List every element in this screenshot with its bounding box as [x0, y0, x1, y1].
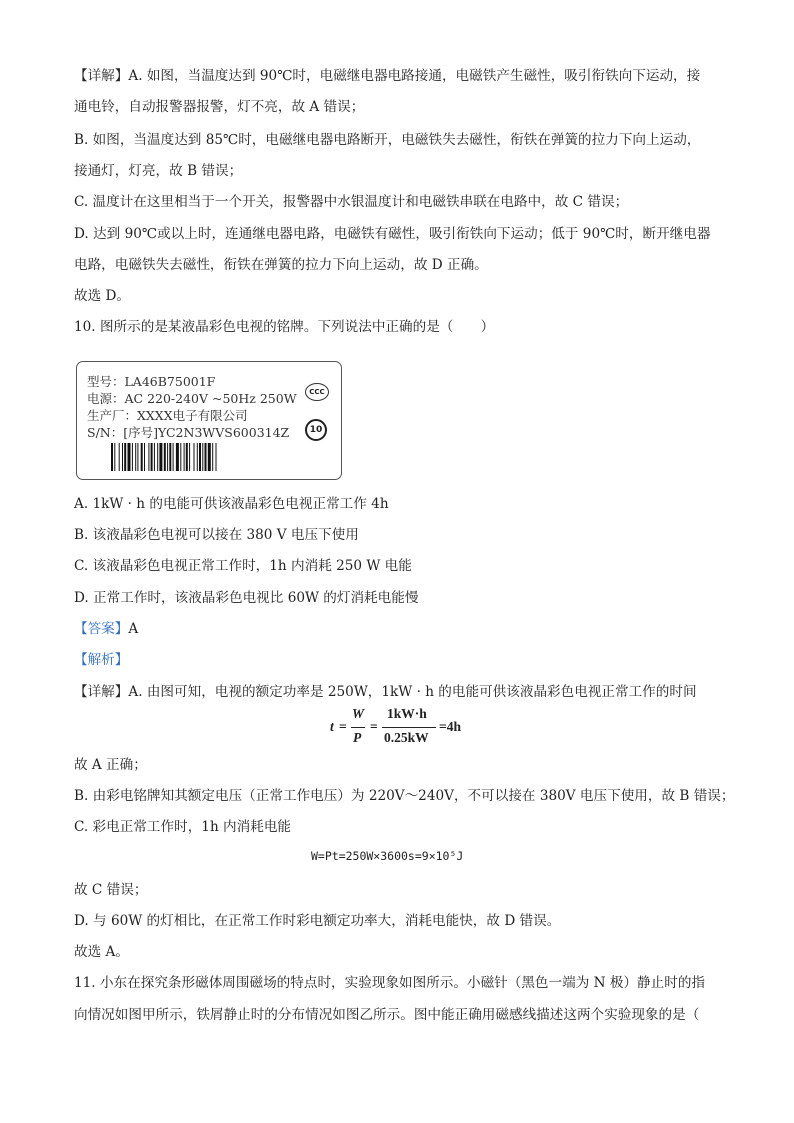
- ccc-certification-icon: CCC: [305, 383, 329, 401]
- nameplate-serial: S/N：[序号]YC2N3WVS600314Z: [87, 425, 290, 440]
- formula-w: W: [352, 706, 365, 721]
- analysis-label: 【解析】: [74, 652, 129, 668]
- answer-label: 【答案】: [74, 621, 129, 637]
- nameplate-model: 型号：LA46B75001F: [87, 374, 216, 389]
- detail-a-line: 【详解】A. 由图可知，电视的额定功率是 250W，1kW · h 的电能可供该液晶彩色电视正常工作的时间: [74, 684, 697, 700]
- fraction-bar: [351, 727, 365, 728]
- option-d: D. 正常工作时，该液晶彩色电视比 60W 的灯消耗电能慢: [74, 590, 419, 606]
- barcode-icon: [111, 443, 299, 471]
- final-answer-line: 故选 A。: [74, 944, 129, 960]
- nameplate-maker: 生产厂：XXXX电子有限公司: [87, 408, 248, 423]
- formula-t: t: [330, 719, 334, 734]
- formula-result: =4h: [439, 719, 461, 734]
- detail-d-line: D. 与 60W 的灯相比，在正常工作时彩电额定功率大，消耗电能快，故 D 错误。: [74, 913, 561, 929]
- environmental-rating-icon: 10: [305, 419, 327, 441]
- text-line: 故选 D。: [74, 288, 131, 304]
- formula-eq: =: [339, 719, 347, 734]
- question-11-stem-line2: 向情况如图甲所示，铁屑静止时的分布情况如图乙所示。图中能正确用磁感线描述这两个实验现象的是（: [74, 1007, 700, 1023]
- text-line: D. 达到 90℃或以上时，连通继电器电路，电磁铁有磁性，吸引衔铁向下运动；低于 90℃时，断开继电器: [74, 226, 711, 242]
- formula-eq: =: [370, 719, 378, 734]
- formula-den: 0.25kW: [384, 730, 429, 745]
- detail-b-line: B. 由彩电铭牌知其额定电压（正常工作电压）为 220V～240V，不可以接在 380V 电压下使用，故 B 错误；: [74, 788, 735, 804]
- answer-value: A: [128, 621, 139, 637]
- option-a: A. 1kW · h 的电能可供该液晶彩色电视正常工作 4h: [74, 496, 389, 512]
- option-c: C. 该液晶彩色电视正常工作时，1h 内消耗 250 W 电能: [74, 558, 412, 574]
- nameplate-power: 电源：AC 220-240V ~50Hz 250W: [87, 391, 297, 406]
- formula-p: P: [353, 730, 362, 745]
- fraction-bar: [382, 727, 436, 728]
- text-line: 接通灯，灯亮，故 B 错误；: [74, 163, 243, 179]
- detail-c-line: C. 彩电正常工作时，1h 内消耗电能: [74, 819, 292, 835]
- text-line: 【详解】A. 如图，当温度达到 90℃时，电磁继电器电路接通，电磁铁产生磁性，吸引衔铁向下运动，接: [74, 68, 701, 84]
- question-11-stem-line1: 11. 小东在探究条形磁体周围磁场的特点时，实验现象如图所示。小磁针（黑色一端为 N 极）静止时的指: [74, 975, 706, 991]
- answer-line: [74, 619, 138, 639]
- detail-a-conclusion: 故 A 正确；: [74, 757, 147, 773]
- formula-num: 1kW·h: [387, 706, 427, 721]
- energy-equation: W=Pt=250W×3600s=9×10⁵J: [311, 849, 464, 863]
- detail-c-conclusion: 故 C 错误；: [74, 882, 148, 898]
- option-b: B. 该液晶彩色电视可以接在 380 V 电压下使用: [74, 527, 359, 543]
- tv-nameplate-image: [76, 361, 342, 480]
- text-line: 电路，电磁铁失去磁性，衔铁在弹簧的拉力下向上运动，故 D 正确。: [74, 257, 488, 273]
- power-time-formula: [330, 706, 470, 750]
- text-line: B. 如图，当温度达到 85℃时，电磁继电器电路断开，电磁铁失去磁性，衔铁在弹簧的拉力下向上运动，: [74, 132, 701, 148]
- text-line: C. 温度计在这里相当于一个开关，报警器中水银温度计和电磁铁串联在电路中，故 C 错误；: [74, 194, 629, 210]
- question-10-stem: 10. 图所示的是某液晶彩色电视的铭牌。下列说法中正确的是（ ）: [74, 319, 495, 335]
- text-line: 通电铃，自动报警器报警，灯不亮，故 A 错误；: [74, 99, 365, 115]
